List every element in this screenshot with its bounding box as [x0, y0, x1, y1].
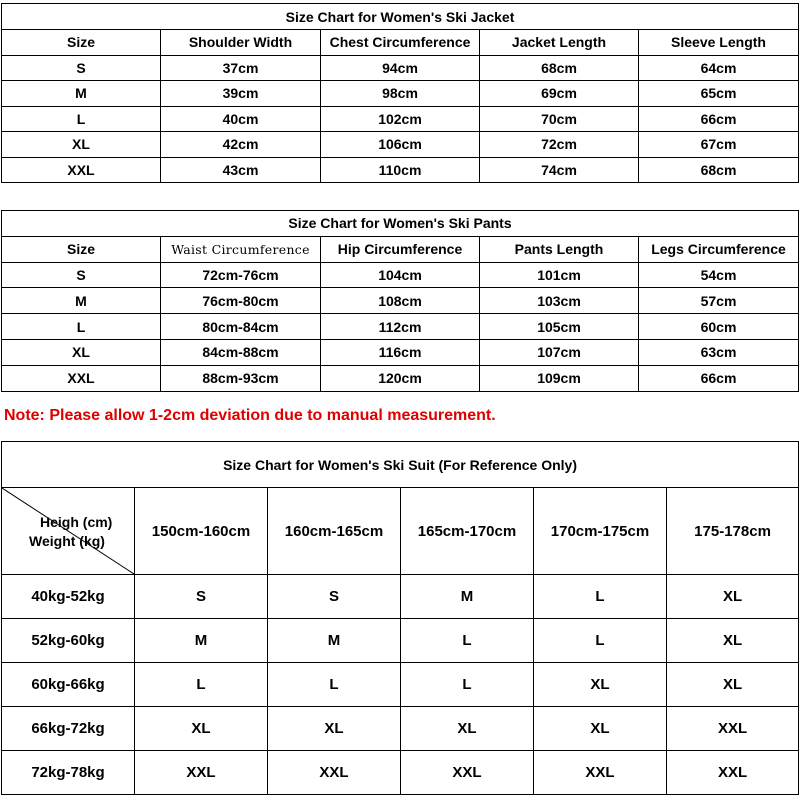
- table-cell: L: [401, 663, 534, 707]
- jacket-header-chest: Chest Circumference: [321, 30, 480, 56]
- table-cell: L: [135, 663, 268, 707]
- suit-table-title: Size Chart for Women's Ski Suit (For Reference Only): [2, 442, 799, 488]
- table-cell: XL: [401, 707, 534, 751]
- table-cell: 112cm: [321, 314, 480, 340]
- table-cell: 65cm: [639, 81, 799, 107]
- pants-header-legs: Legs Circumference: [639, 236, 799, 262]
- suit-corner-cell: [2, 488, 135, 575]
- table-cell: L: [2, 106, 161, 132]
- table-row: [2, 157, 799, 183]
- measurement-note: Note: Please allow 1-2cm deviation due to manual measurement.: [4, 407, 496, 424]
- table-cell: S: [268, 575, 401, 619]
- jacket-header-sleeve: Sleeve Length: [639, 30, 799, 56]
- table-cell: S: [2, 55, 161, 81]
- suit-size-table: [1, 441, 799, 795]
- table-cell: 66cm: [639, 106, 799, 132]
- suit-height-header: 175-178cm: [667, 488, 799, 575]
- table-cell: 54cm: [639, 262, 799, 288]
- suit-weight-label: 40kg-52kg: [2, 575, 135, 619]
- table-cell: XL: [667, 575, 799, 619]
- table-cell: 110cm: [321, 157, 480, 183]
- table-cell: XL: [2, 132, 161, 158]
- table-cell: 40cm: [161, 106, 321, 132]
- table-cell: XXL: [667, 751, 799, 795]
- table-cell: XL: [667, 619, 799, 663]
- table-cell: 84cm-88cm: [161, 339, 321, 365]
- pants-header-hip: Hip Circumference: [321, 236, 480, 262]
- jacket-size-table: [1, 3, 799, 183]
- diagonal-divider: [2, 488, 134, 574]
- table-row: [2, 365, 799, 391]
- table-row: [2, 81, 799, 107]
- table-cell: 72cm-76cm: [161, 262, 321, 288]
- pants-header-size: Size: [2, 236, 161, 262]
- table-row: [2, 663, 799, 707]
- jacket-header-length: Jacket Length: [480, 30, 639, 56]
- table-cell: M: [2, 288, 161, 314]
- table-cell: M: [268, 619, 401, 663]
- table-cell: 39cm: [161, 81, 321, 107]
- table-cell: XXL: [401, 751, 534, 795]
- table-cell: L: [268, 663, 401, 707]
- pants-header-length: Pants Length: [480, 236, 639, 262]
- table-row: [2, 288, 799, 314]
- table-cell: XL: [534, 663, 667, 707]
- jacket-table-title: Size Chart for Women's Ski Jacket: [2, 4, 799, 30]
- jacket-header-shoulder: Shoulder Width: [161, 30, 321, 56]
- table-row: [2, 55, 799, 81]
- table-row: [2, 751, 799, 795]
- table-cell: S: [135, 575, 268, 619]
- table-cell: 94cm: [321, 55, 480, 81]
- table-cell: 68cm: [639, 157, 799, 183]
- table-cell: 120cm: [321, 365, 480, 391]
- pants-size-table: [1, 210, 799, 392]
- table-cell: 105cm: [480, 314, 639, 340]
- table-cell: 108cm: [321, 288, 480, 314]
- table-cell: 102cm: [321, 106, 480, 132]
- table-cell: 69cm: [480, 81, 639, 107]
- table-row: [2, 619, 799, 663]
- table-cell: 37cm: [161, 55, 321, 81]
- table-cell: 43cm: [161, 157, 321, 183]
- table-cell: 64cm: [639, 55, 799, 81]
- suit-height-header: 165cm-170cm: [401, 488, 534, 575]
- suit-weight-label: 72kg-78kg: [2, 751, 135, 795]
- table-cell: 106cm: [321, 132, 480, 158]
- table-cell: 42cm: [161, 132, 321, 158]
- corner-height-label: Heigh (cm): [40, 514, 113, 530]
- table-cell: XXL: [2, 365, 161, 391]
- suit-weight-label: 52kg-60kg: [2, 619, 135, 663]
- corner-weight-label: Weight (kg): [29, 533, 105, 549]
- pants-header-waist: Waist Circumference: [161, 236, 321, 262]
- table-cell: 116cm: [321, 339, 480, 365]
- table-row: [2, 575, 799, 619]
- table-cell: XXL: [534, 751, 667, 795]
- table-row: [2, 314, 799, 340]
- suit-height-header: 160cm-165cm: [268, 488, 401, 575]
- table-cell: 57cm: [639, 288, 799, 314]
- table-cell: 70cm: [480, 106, 639, 132]
- table-cell: XL: [534, 707, 667, 751]
- table-cell: M: [401, 575, 534, 619]
- table-row: [2, 339, 799, 365]
- table-cell: 63cm: [639, 339, 799, 365]
- table-cell: L: [401, 619, 534, 663]
- table-cell: 88cm-93cm: [161, 365, 321, 391]
- jacket-header-size: Size: [2, 30, 161, 56]
- table-cell: L: [2, 314, 161, 340]
- table-cell: 107cm: [480, 339, 639, 365]
- table-cell: M: [135, 619, 268, 663]
- table-cell: XL: [135, 707, 268, 751]
- table-cell: 101cm: [480, 262, 639, 288]
- table-cell: 109cm: [480, 365, 639, 391]
- suit-height-header: 170cm-175cm: [534, 488, 667, 575]
- table-cell: L: [534, 619, 667, 663]
- table-cell: 80cm-84cm: [161, 314, 321, 340]
- table-cell: XXL: [2, 157, 161, 183]
- table-cell: 74cm: [480, 157, 639, 183]
- table-row: [2, 262, 799, 288]
- table-cell: 68cm: [480, 55, 639, 81]
- table-cell: XXL: [667, 707, 799, 751]
- table-row: [2, 106, 799, 132]
- table-row: [2, 707, 799, 751]
- table-cell: 60cm: [639, 314, 799, 340]
- table-cell: M: [2, 81, 161, 107]
- table-row: [2, 132, 799, 158]
- table-cell: 72cm: [480, 132, 639, 158]
- table-cell: 98cm: [321, 81, 480, 107]
- table-cell: XXL: [268, 751, 401, 795]
- table-cell: 66cm: [639, 365, 799, 391]
- pants-table-title: Size Chart for Women's Ski Pants: [2, 211, 799, 237]
- table-cell: 67cm: [639, 132, 799, 158]
- suit-weight-label: 66kg-72kg: [2, 707, 135, 751]
- suit-weight-label: 60kg-66kg: [2, 663, 135, 707]
- table-cell: L: [534, 575, 667, 619]
- table-cell: 104cm: [321, 262, 480, 288]
- table-cell: XL: [667, 663, 799, 707]
- table-cell: 76cm-80cm: [161, 288, 321, 314]
- table-cell: XL: [2, 339, 161, 365]
- table-cell: S: [2, 262, 161, 288]
- table-cell: XL: [268, 707, 401, 751]
- suit-height-header: 150cm-160cm: [135, 488, 268, 575]
- table-cell: 103cm: [480, 288, 639, 314]
- table-cell: XXL: [135, 751, 268, 795]
